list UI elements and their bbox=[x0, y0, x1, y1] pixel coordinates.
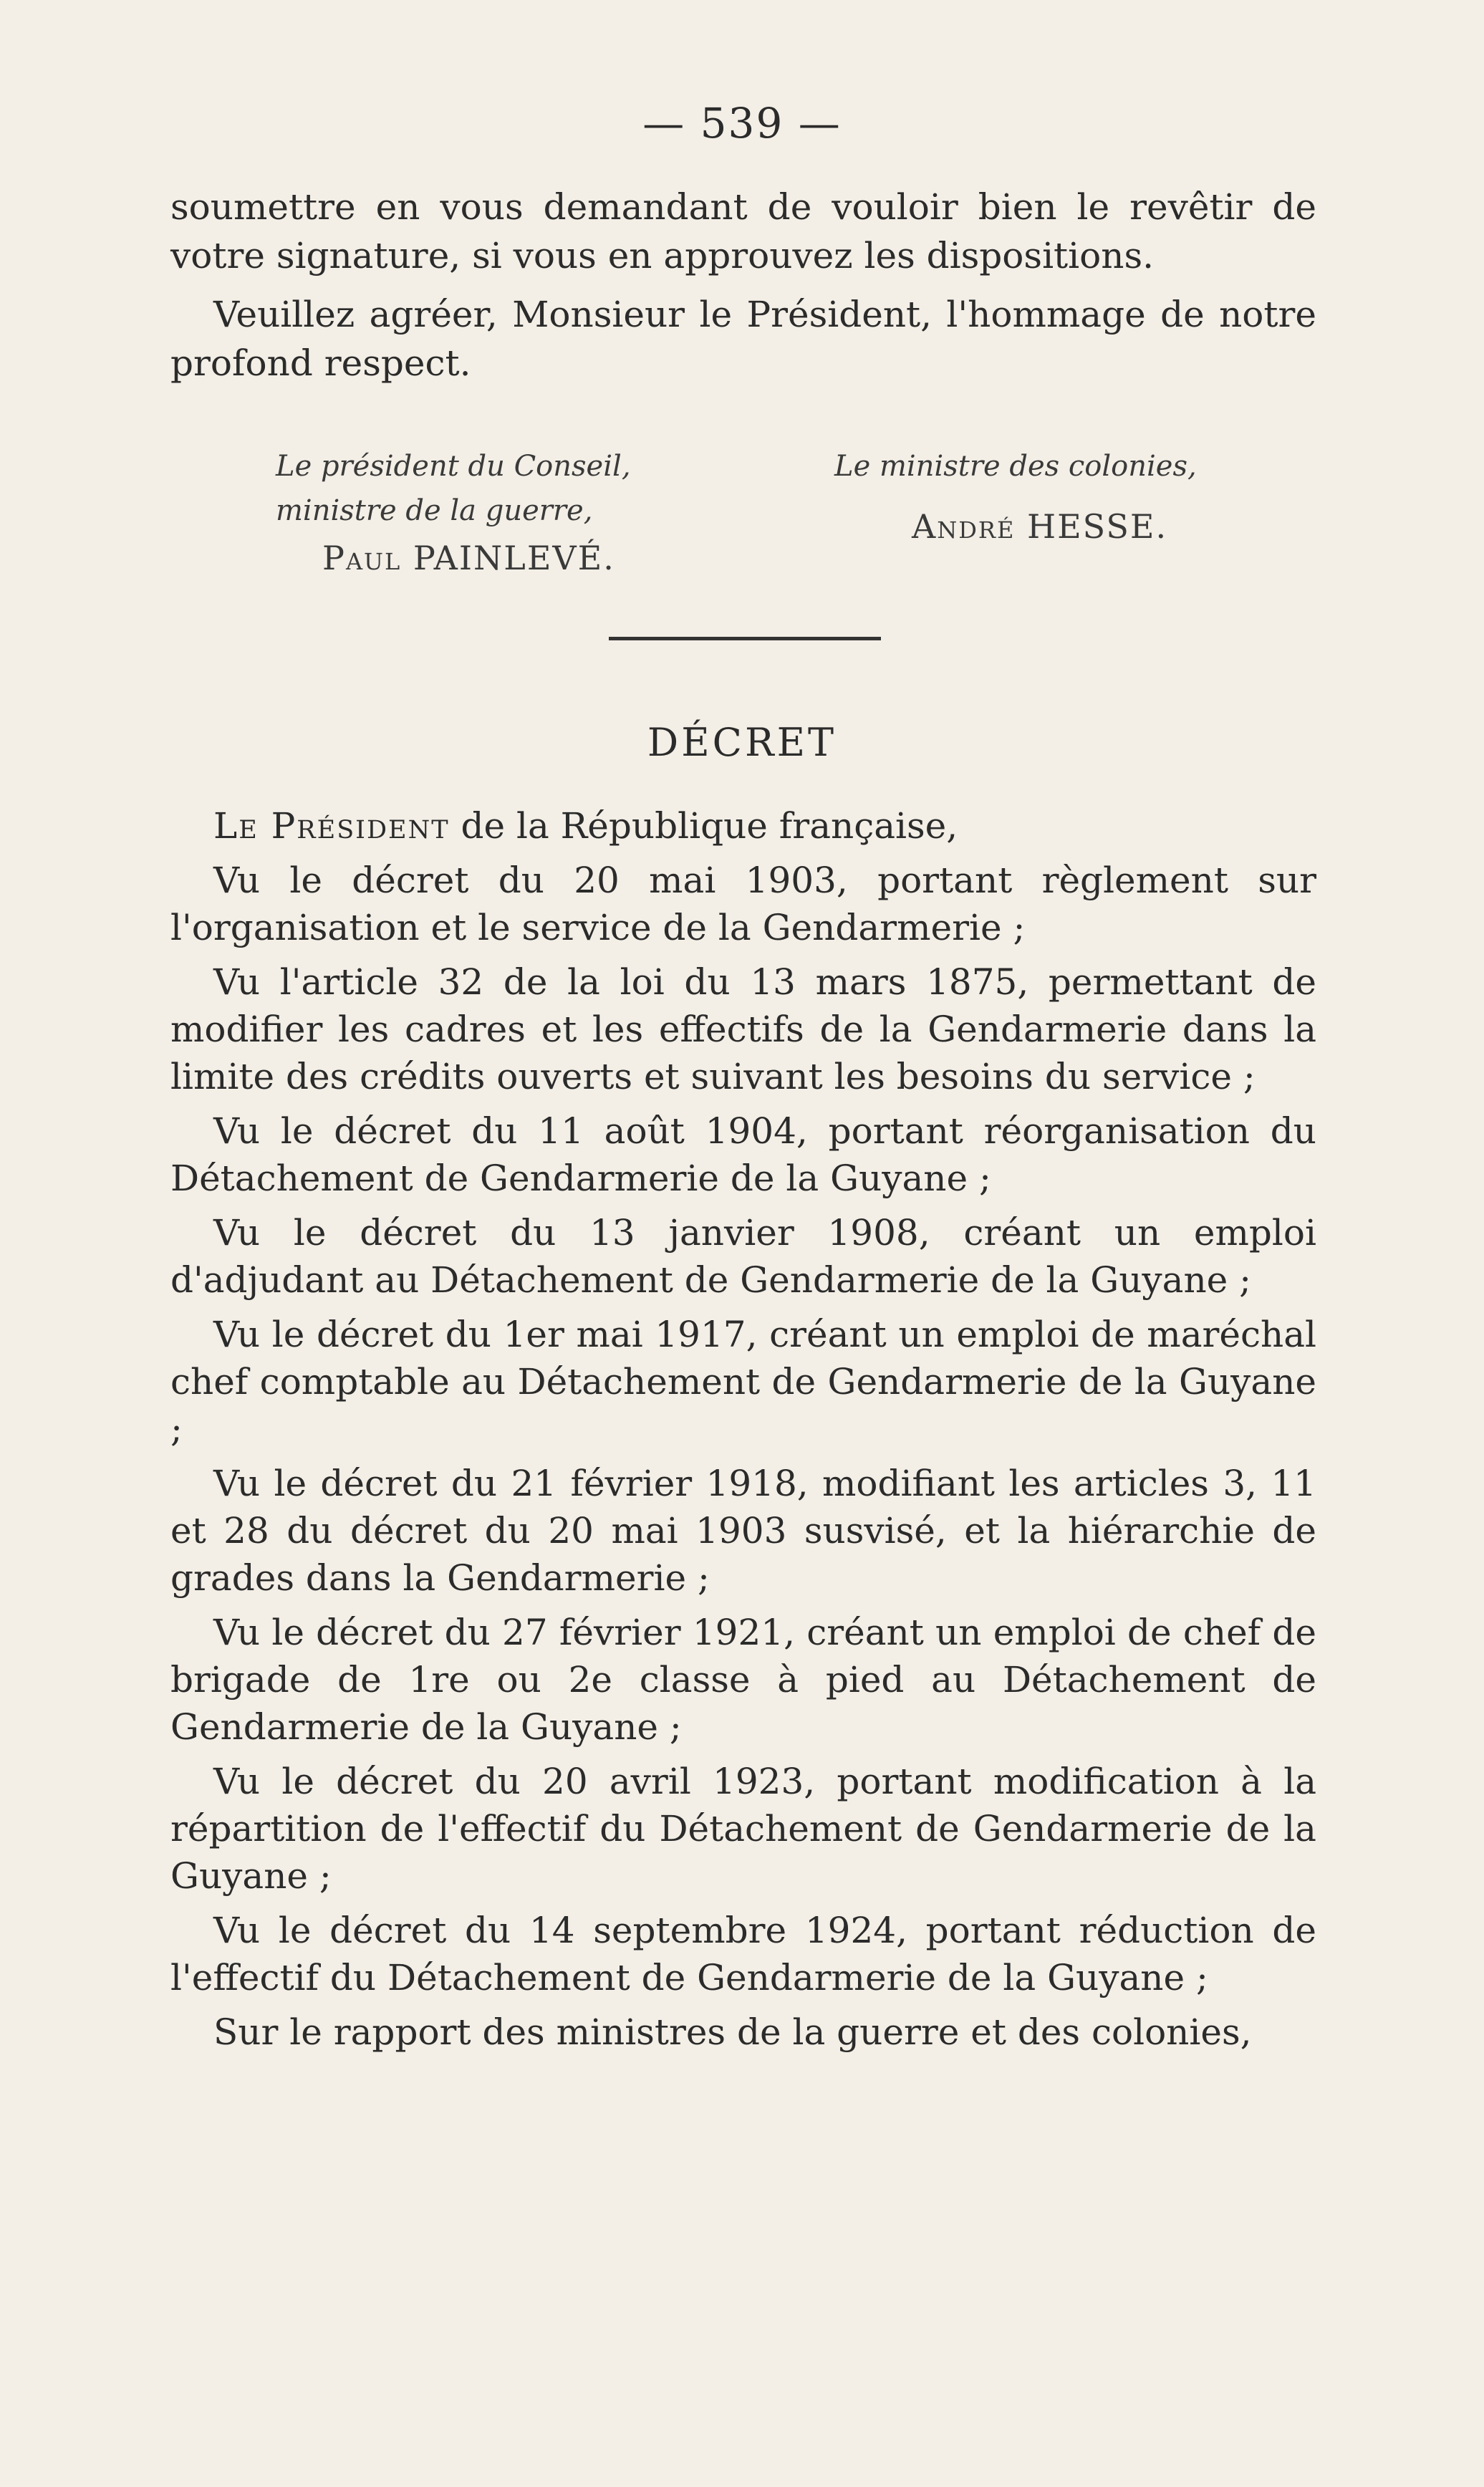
decree-consideration: Vu le décret du 13 janvier 1908, créant un emploi d'adjudant au Détachement de Gendarmerie de la Guyane ; bbox=[170, 1212, 1316, 1301]
decree-opening bbox=[170, 802, 1316, 850]
intro-paragraph-2: Veuillez agréer, Monsieur le Président, l'hommage de notre profond respect. bbox=[170, 294, 1316, 384]
decree-consideration: Vu le décret du 27 février 1921, créant un emploi de chef de brigade de 1re ou 2e classe à pied au Détachement de Gendarmerie de la Guyane ; bbox=[170, 1612, 1316, 1748]
decree-consideration: Vu le décret du 20 avril 1923, portant modification à la répartition de l'effectif du Détachement de Gendarmerie de la Guyane ; bbox=[170, 1761, 1316, 1897]
page-number: — 539 — bbox=[642, 99, 842, 148]
signature-right-name: André HESSE. bbox=[912, 507, 1168, 546]
section-divider bbox=[609, 637, 881, 640]
decree-title: DÉCRET bbox=[647, 720, 837, 765]
signature-left-role-1: Le président du Conseil, bbox=[276, 450, 631, 483]
decree-body bbox=[170, 802, 1316, 2063]
signature-left-role-2: ministre de la guerre, bbox=[276, 494, 593, 527]
signature-block-left bbox=[276, 444, 720, 580]
decree-consideration: Vu le décret du 11 août 1904, portant réorganisation du Détachement de Gendarmerie de la Guyane ; bbox=[170, 1110, 1316, 1199]
signature-right-role: Le ministre des colonies, bbox=[834, 450, 1197, 483]
decree-consideration: Sur le rapport des ministres de la guerre et des colonies, bbox=[213, 2011, 1252, 2053]
decree-consideration: Vu le décret du 1er mai 1917, créant un emploi de maréchal chef comptable au Détachement de Gendarmerie de la Guyane ; bbox=[170, 1314, 1316, 1450]
decree-opening-lead: Le Président bbox=[213, 805, 450, 847]
signature-block-right bbox=[834, 444, 1278, 549]
decree-consideration: Vu le décret du 14 septembre 1924, portant réduction de l'effectif du Détachement de Gendarmerie de la Guyane ; bbox=[170, 1910, 1316, 1998]
decree-opening-rest: de la République française, bbox=[449, 805, 958, 847]
decree-consideration: Vu l'article 32 de la loi du 13 mars 1875, permettant de modifier les cadres et les effectifs de la Gendarmerie dans la limite des crédits ouverts et suivant les besoins du service ; bbox=[170, 961, 1316, 1097]
signature-left-name: Paul PAINLEVÉ. bbox=[322, 539, 615, 577]
decree-consideration: Vu le décret du 20 mai 1903, portant règlement sur l'organisation et le service de la Gendarmerie ; bbox=[170, 860, 1316, 948]
decree-consideration: Vu le décret du 21 février 1918, modifiant les articles 3, 11 et 28 du décret du 20 mai 1903 susvisé, et la hiérarchie de grades dans la Gendarmerie ; bbox=[170, 1463, 1316, 1599]
intro-paragraph-1: soumettre en vous demandant de vouloir bien le revêtir de votre signature, si vous en approuvez les dispositions. bbox=[170, 186, 1316, 276]
